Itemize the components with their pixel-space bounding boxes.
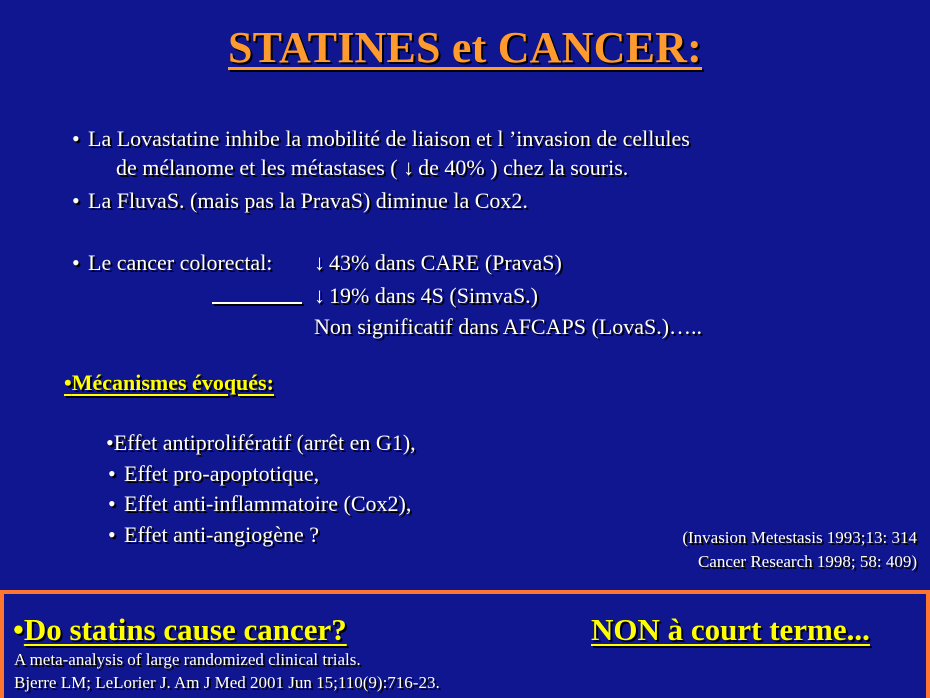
- down-arrow-icon: ↓: [403, 155, 415, 180]
- citation-line: Bjerre LM; LeLorier J. Am J Med 2001 Jun 15;110(9):716-23.: [14, 673, 440, 692]
- four-s-result-text: 19% dans 4S (SimvaS.): [329, 283, 538, 308]
- slide-title: STATINES et CANCER:: [228, 23, 702, 72]
- mechanism-item-antiproliferative: [106, 429, 416, 457]
- bullet-icon: •: [108, 522, 116, 547]
- fluvastatin-point: [72, 187, 528, 215]
- bullet-icon: •: [72, 126, 80, 151]
- reference-line-1: (Invasion Metestasis 1993;13: 314: [682, 528, 917, 547]
- colorectal-care-result: [314, 249, 562, 277]
- bullet-icon: •: [106, 430, 114, 455]
- melanoma-text-end: de 40% ) chez la souris.: [418, 155, 629, 180]
- colorectal-4s-result: [314, 282, 538, 310]
- conclusion-box: [0, 590, 930, 698]
- lovastatin-point-line2: [116, 154, 628, 182]
- mechanisms-heading: [64, 370, 274, 396]
- bullet-icon: •: [108, 461, 116, 486]
- meta-analysis-line: A meta-analysis of large randomized clinical trials.: [14, 650, 361, 669]
- lovastatin-point-line1: [72, 125, 690, 153]
- mechanisms-heading-text: Mécanismes évoqués:: [71, 370, 274, 395]
- mechanism-item-apoptotic: [108, 460, 319, 488]
- decorative-underline: [212, 302, 302, 304]
- mechanism-item-anti-inflammatory: [108, 490, 411, 518]
- short-term-answer: NON à court terme...: [591, 612, 870, 647]
- down-arrow-icon: ↓: [314, 250, 325, 275]
- bullet-icon: •: [72, 250, 80, 275]
- down-arrow-icon: ↓: [314, 283, 325, 308]
- mechanism-text: Effet antiprolifératif (arrêt en G1),: [113, 430, 416, 455]
- care-result-text: 43% dans CARE (PravaS): [329, 250, 562, 275]
- colorectal-point: [72, 249, 272, 277]
- mechanism-text: Effet anti-angiogène ?: [124, 522, 320, 547]
- bullet-icon: •: [64, 370, 72, 395]
- reference-line-2: Cancer Research 1998; 58: 409): [697, 552, 917, 571]
- bullet-icon: •: [72, 188, 80, 213]
- colorectal-prefix: Le cancer colorectal:: [88, 250, 273, 275]
- bullet-icon: •: [13, 612, 24, 647]
- mechanism-text: Effet pro-apoptotique,: [124, 461, 320, 486]
- question-text: Do statins cause cancer?: [23, 612, 347, 647]
- melanoma-text-start: de mélanome et les métastases (: [116, 155, 398, 180]
- statins-question: [13, 612, 347, 648]
- colorectal-afcaps-result: Non significatif dans AFCAPS (LovaS.)…..: [314, 314, 703, 339]
- mechanism-item-anti-angiogenic: [108, 521, 319, 549]
- mechanism-text: Effet anti-inflammatoire (Cox2),: [124, 491, 412, 516]
- lovastatin-point-text: La Lovastatine inhibe la mobilité de liaison et l ’invasion de cellules: [88, 126, 690, 151]
- bullet-icon: •: [108, 491, 116, 516]
- fluvastatin-text: La FluvaS. (mais pas la PravaS) diminue la Cox2.: [88, 188, 528, 213]
